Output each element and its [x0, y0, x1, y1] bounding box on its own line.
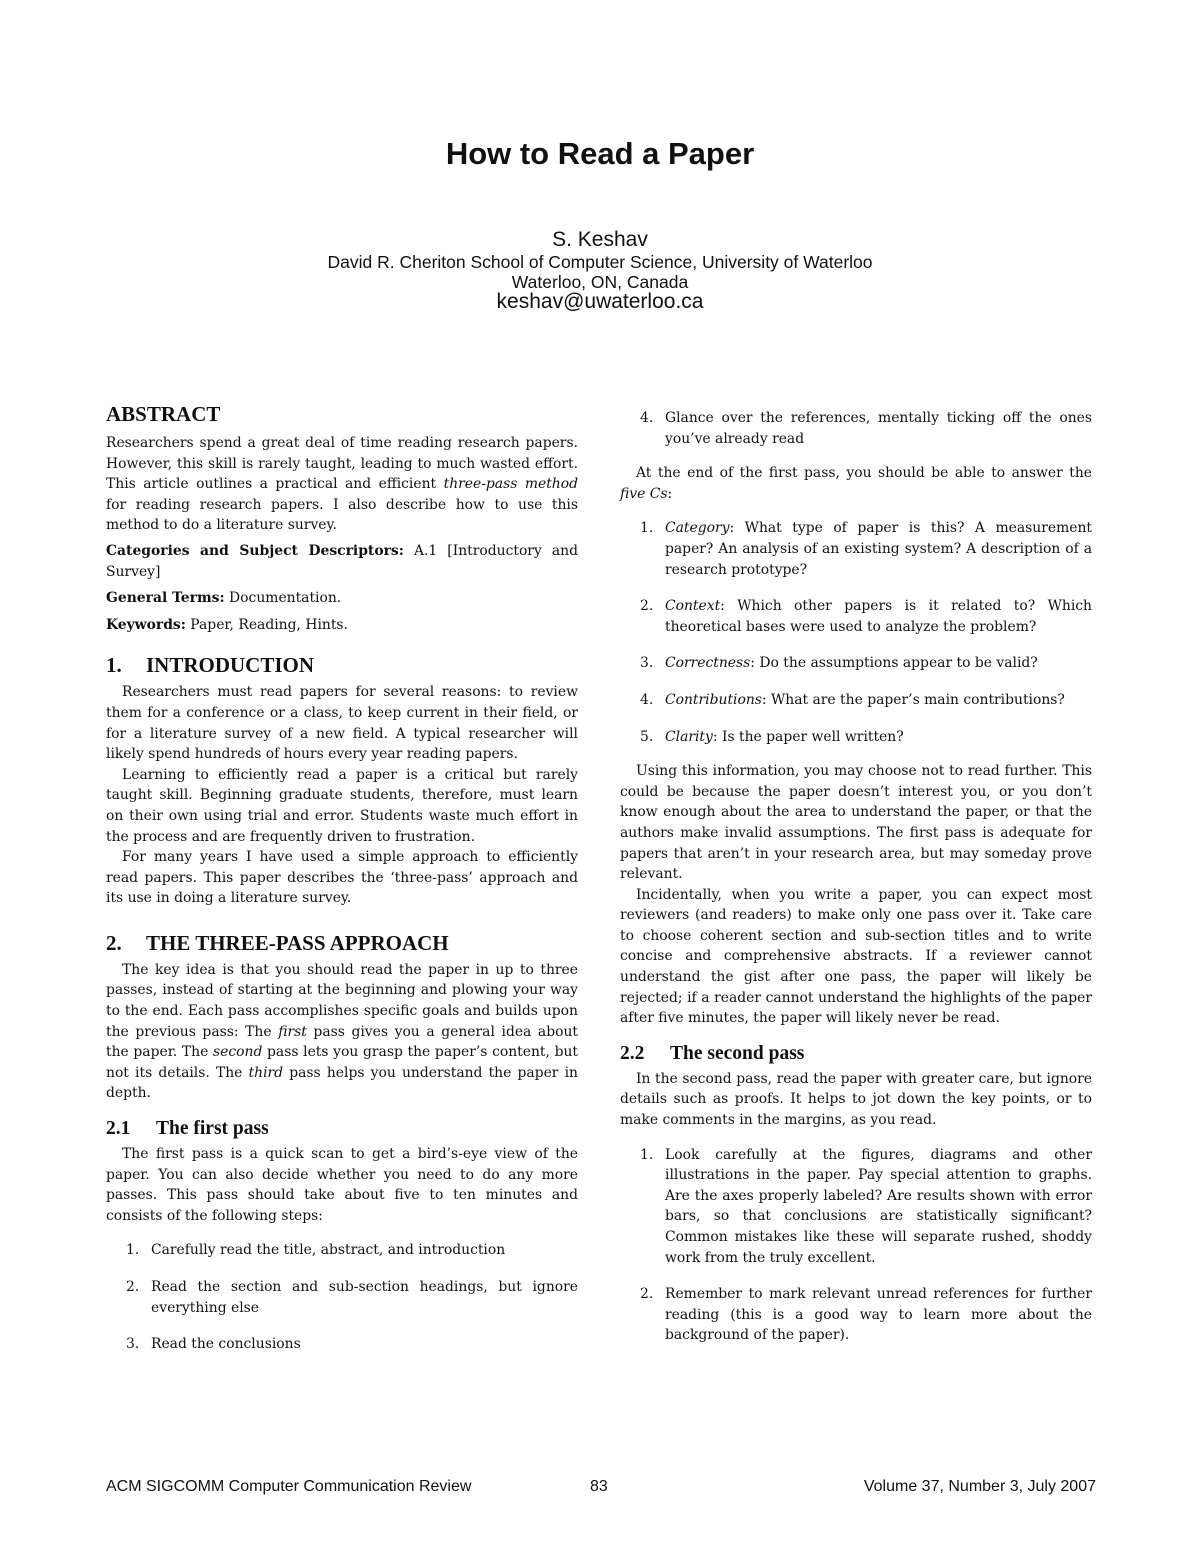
list-item: 4. Glance over the references, mentally ticking off the ones you’ve already read — [640, 410, 1092, 447]
list-item: 3. Correctness: Do the assumptions appear to be valid? — [640, 655, 1038, 672]
subsection-heading-first-pass: 2.1 The first pass — [106, 1118, 269, 1140]
list-item: 1. Look carefully at the figures, diagrams and other illustrations in the paper. Pay special attention to graphs. Are the axes properly labeled? Are results shown with error bars, so that conclusions are statistically significant? Common mistakes like these will separate rushed, shoddy work from the truly excellent. — [640, 1146, 1092, 1266]
volume-info: Volume 37, Number 3, July 2007 — [863, 1478, 1096, 1495]
second-pass-paragraph: In the second pass, read the paper with greater care, but ignore details such as proofs. It helps to jot down the key points, or to make comments in the margins, as you read. — [620, 1070, 1092, 1129]
intro-paragraph: Learning to efficiently read a paper is a critical but rarely taught skill. Beginning graduate students, therefore, must learn on their own using trial and error. Students waste much effort in the process and are frequently driven to frustration. — [106, 766, 578, 845]
categories-descriptors: Categories and Subject Descriptors: A.1 [Introductory and Survey] — [106, 542, 578, 580]
five-cs-list — [620, 518, 1092, 747]
abstract-text: Researchers spend a great deal of time reading research papers. However, this skill is rarely taught, leading to much wasted effort. This article outlines a practical and efficient three-pass method for reading research papers. I also describe how to use this method to do a literature survey. — [106, 435, 578, 534]
three-pass-paragraph: The key idea is that you should read the paper in up to three passes, instead of starting at the beginning and plowing your way to the end. Each pass accomplishes specific goals and builds upon the previous pass: The first pass gives you a general idea about the paper. The second pass lets you grasp the paper’s content, but not its details. The third pass helps you understand the paper in depth. — [106, 961, 579, 1102]
abstract-heading: ABSTRACT — [106, 402, 221, 426]
author-affiliation: David R. Cheriton School of Computer Science, University of Waterloo — [327, 252, 873, 272]
second-pass-steps — [620, 1145, 1092, 1346]
intro-paragraph: Researchers must read papers for several reasons: to review them for a conference or a class, to keep current in their field, or for a literature survey of a new field. A typical researcher will likely spend hundreds of hours every year reading papers. — [106, 684, 578, 763]
right-column — [620, 400, 1092, 1346]
list-item: 5. Clarity: Is the paper well written? — [640, 728, 904, 745]
keywords: Keywords: Paper, Reading, Hints. — [106, 616, 348, 633]
first-pass-steps — [106, 1240, 578, 1354]
first-pass-paragraph: Incidentally, when you write a paper, you can expect most reviewers (and readers) to make only one pass over it. Take care to choose coherent section and sub-section titles and to write concise and comprehensive abstracts. If a reviewer cannot understand the gist after one pass, the paper will likely be rejected; if a reader cannot understand the highlights of the paper after five minutes, the paper will likely never be read. — [620, 886, 1092, 1027]
list-item: 4. Contributions: What are the paper’s main contributions? — [640, 691, 1065, 708]
section-heading-three-pass: 2. THE THREE-PASS APPROACH — [106, 930, 449, 955]
list-item: 2. Remember to mark relevant unread references for further reading (this is a good way to learn more about the background of the paper). — [640, 1286, 1092, 1344]
author-name: S. Keshav — [552, 228, 648, 251]
author-email: keshav@uwaterloo.ca — [496, 290, 704, 313]
intro-paragraph: For many years I have used a simple approach to efficiently read papers. This paper describes the ‘three-pass’ approach and its use in doing a literature survey. — [106, 849, 578, 907]
list-item: 3. Read the conclusions — [126, 1336, 301, 1353]
five-cs-intro: At the end of the first pass, you should be able to answer the five Cs: — [620, 465, 1092, 502]
list-item: 1. Carefully read the title, abstract, and introduction — [126, 1242, 506, 1259]
section-heading-introduction: 1. INTRODUCTION — [106, 653, 315, 678]
first-pass-paragraph: Using this information, you may choose not to read further. This could be because the paper doesn’t interest you, or you don’t know enough about the area to understand the paper, or that the authors make invalid assumptions. The first pass is adequate for papers that aren’t in your research area, but may someday prove relevant. — [620, 763, 1092, 883]
first-pass-steps-continued — [620, 408, 1092, 449]
author-location: Waterloo, ON, Canada — [511, 272, 689, 292]
list-item: 2. Context: Which other papers is it related to? Which theoretical bases were used to analyze the problem? — [640, 598, 1092, 635]
left-column — [106, 400, 578, 1355]
paper-title: How to Read a Paper — [445, 136, 755, 171]
page-number: 83 — [590, 1478, 608, 1495]
list-item: 2. Read the section and sub-section headings, but ignore everything else — [126, 1279, 578, 1316]
first-pass-paragraph: The first pass is a quick scan to get a bird’s-eye view of the paper. You can also decide whether you need to do any more passes. This pass should take about five to ten minutes and consists of the following steps: — [106, 1146, 578, 1224]
journal-name: ACM SIGCOMM Computer Communication Review — [106, 1478, 472, 1495]
subsection-heading-second-pass: 2.2 The second pass — [620, 1042, 805, 1064]
list-item: 1. Category: What type of paper is this? A measurement paper? An analysis of an existing system? A description of a research prototype? — [640, 520, 1092, 578]
general-terms: General Terms: Documentation. — [106, 590, 342, 607]
